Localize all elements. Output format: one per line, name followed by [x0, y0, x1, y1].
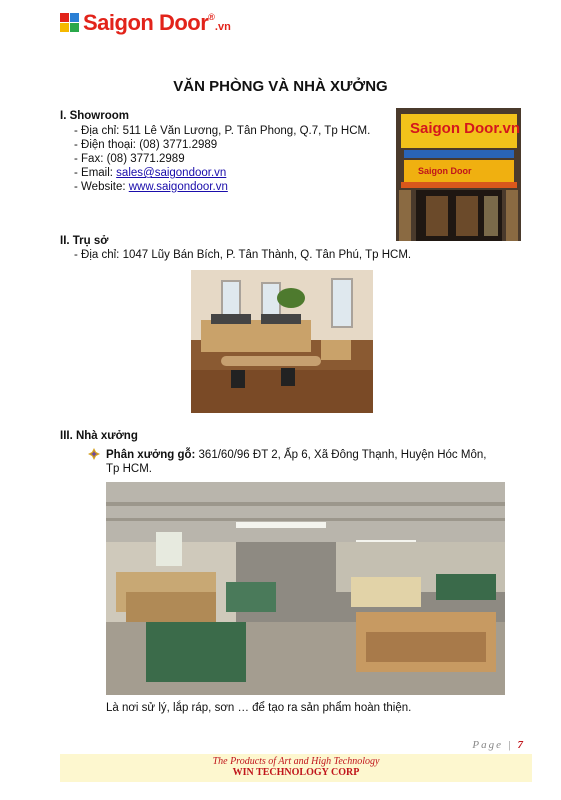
email-link[interactable]: sales@saigondoor.vn	[116, 167, 227, 179]
showroom-email-line	[74, 167, 226, 179]
wood-workshop-bullet-icon	[88, 448, 100, 463]
company-logo	[60, 10, 231, 36]
showroom-heading: I. Showroom	[60, 110, 129, 122]
footer-company: WIN TECHNOLOGY CORP	[232, 767, 360, 778]
factory-heading: III. Nhà xưởng	[60, 430, 138, 442]
office-address: - Địa chỉ: 1047 Lũy Bán Bích, P. Tân Thành, Q. Tân Phú, Tp HCM.	[74, 249, 412, 261]
logo-registered: ®	[208, 12, 215, 22]
page-title: VĂN PHÒNG VÀ NHÀ XƯỞNG	[173, 78, 388, 95]
website-link[interactable]: www.saigondoor.vn	[128, 181, 228, 193]
page-number	[472, 739, 523, 751]
wood-workshop-line1	[106, 449, 486, 461]
showroom-photo	[396, 108, 521, 241]
wood-workshop-label: Phân xưởng gỗ:	[106, 449, 196, 461]
factory-caption: Là nơi sử lý, lắp ráp, sơn … để tạo ra sản phẩm hoàn thiện.	[106, 702, 412, 714]
factory-photo	[106, 482, 505, 695]
page-number-value: 7	[517, 739, 523, 751]
logo-squares-icon	[60, 13, 80, 33]
page-label: Page |	[472, 739, 513, 751]
wood-workshop-address: 361/60/96 ĐT 2, Ấp 6, Xã Đông Thạnh, Huyện Hóc Môn,	[195, 449, 487, 461]
showroom-address: - Địa chỉ: 511 Lê Văn Lương, P. Tân Phong, Q.7, Tp HCM.	[74, 125, 371, 137]
showroom-fax: - Fax: (08) 3771.2989	[74, 153, 185, 165]
footer-tagline: The Products of Art and High Technology	[212, 756, 380, 767]
showroom-sign-text: Saigon Door.vn	[410, 120, 521, 137]
office-heading: II. Trụ sở	[60, 235, 109, 247]
wood-workshop-line2: Tp HCM.	[106, 463, 152, 475]
showroom-website-line	[74, 181, 228, 193]
office-photo	[191, 270, 373, 413]
footer-banner	[60, 754, 532, 782]
showroom-sign-subtext: Saigon Door	[418, 166, 472, 176]
showroom-phone: - Điện thoại: (08) 3771.2989	[74, 139, 218, 151]
logo-domain: .vn	[214, 21, 231, 33]
website-label: - Website:	[74, 181, 129, 193]
email-label: - Email:	[74, 167, 117, 179]
logo-text: Saigon Door	[83, 10, 209, 35]
